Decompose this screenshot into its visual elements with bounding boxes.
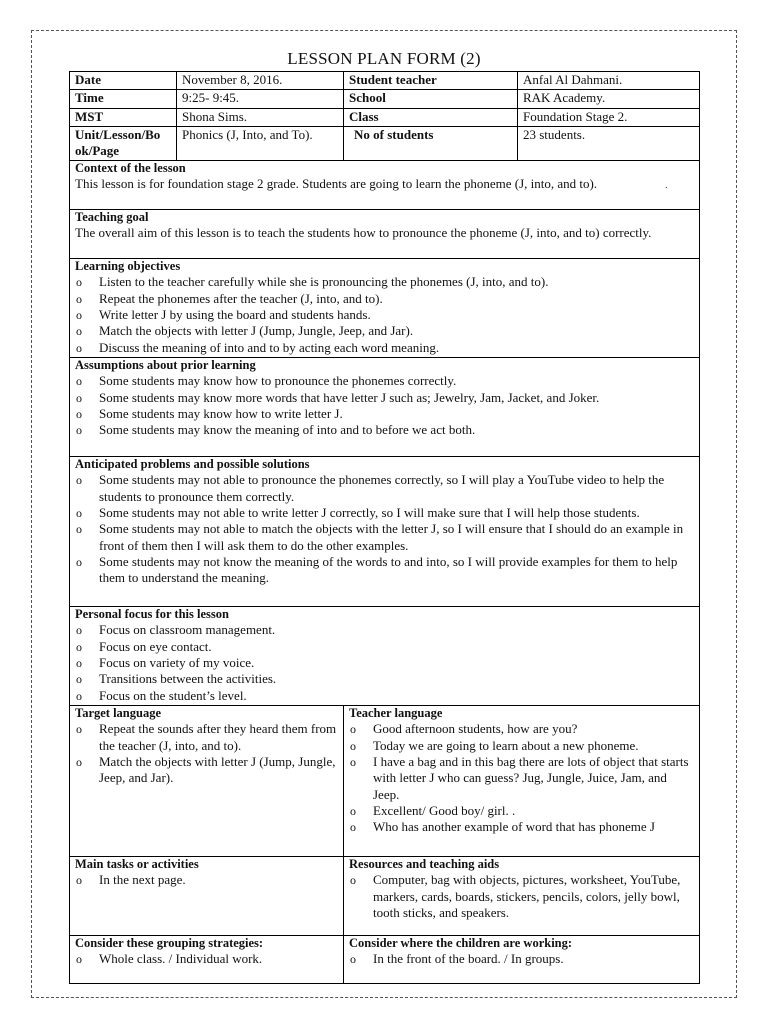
goal-text: The overall aim of this lesson is to teach the students how to pronounce the phoneme (J, into, and to) correctly.	[75, 225, 652, 241]
grouping-section	[70, 936, 344, 984]
problems-heading: Anticipated problems and possible solutions	[75, 457, 310, 472]
problems-section	[70, 457, 700, 607]
tasks-heading: Main tasks or activities	[75, 857, 199, 872]
stray-mark: .	[665, 180, 668, 191]
list-item: o Transitions between the activities.	[75, 671, 695, 687]
grouping-heading: Consider these grouping strategies:	[75, 936, 264, 951]
list-item: o Some students may not able to pronounce the phonemes correctly, so I will play a YouTube video to help the students to pronounce them correctly.	[75, 472, 695, 505]
goal-section	[70, 210, 700, 259]
students-label: No of students	[344, 126, 518, 161]
time-value: 9:25- 9:45.	[177, 90, 344, 108]
tasks-section	[70, 857, 344, 936]
list-item: o Focus on the student’s level.	[75, 688, 695, 704]
list-item: o Computer, bag with objects, pictures, worksheet, YouTube, markers, cards, boards, stickers, pencils, colors, jelly bowl, tooth sticks, and speakers.	[349, 872, 695, 921]
school-value: RAK Academy.	[518, 90, 700, 108]
list-item: o Match the objects with letter J (Jump, Jungle, Jeep, and Jar).	[75, 754, 339, 787]
time-label: Time	[70, 90, 177, 108]
resources-section	[344, 857, 700, 936]
assumptions-section	[70, 358, 700, 457]
list-item: o Some students may know how to pronounce the phonemes correctly.	[75, 373, 695, 389]
list-item: o Focus on eye contact.	[75, 639, 695, 655]
list-item: o I have a bag and in this bag there are lots of object that starts with letter J who can guess? Jug, Jungle, Juice, Jam, and Jeep.	[349, 754, 695, 803]
list-item: o Repeat the sounds after they heard them from the teacher (J, into, and to).	[75, 721, 339, 754]
focus-heading: Personal focus for this lesson	[75, 607, 229, 622]
list-item: o Listen to the teacher carefully while she is pronouncing the phonemes (J, into, and to).	[75, 274, 695, 290]
context-section	[70, 161, 700, 210]
list-item: o Some students may not able to write letter J correctly, so I will make sure that I will help those students.	[75, 505, 695, 521]
date-label: Date	[70, 72, 177, 90]
list-item: o Some students may not able to match the objects with the letter J, so I will ensure that I should do an example in front of them then I will ask them to do the other examples.	[75, 521, 695, 554]
students-value: 23 students.	[518, 126, 700, 161]
objectives-heading: Learning objectives	[75, 259, 181, 274]
unit-label: Unit/Lesson/Bo ok/Page	[70, 126, 177, 161]
lesson-plan-table	[69, 71, 700, 984]
resources-heading: Resources and teaching aids	[349, 857, 500, 872]
list-item: o In the front of the board. / In groups.	[349, 951, 695, 967]
target-language-heading: Target language	[75, 706, 161, 721]
list-item: o In the next page.	[75, 872, 339, 888]
list-item: o Some students may know how to write letter J.	[75, 406, 695, 422]
list-item: o Excellent/ Good boy/ girl. .	[349, 803, 695, 819]
list-item: o Focus on variety of my voice.	[75, 655, 695, 671]
target-language-section	[70, 706, 344, 857]
list-item: o Match the objects with letter J (Jump, Jungle, Jeep, and Jar).	[75, 323, 695, 339]
list-item: o Focus on classroom management.	[75, 622, 695, 638]
mst-value: Shona Sims.	[177, 108, 344, 126]
list-item: o Some students may know the meaning of into and to before we act both.	[75, 422, 695, 438]
assumptions-heading: Assumptions about prior learning	[75, 358, 256, 373]
school-label: School	[344, 90, 518, 108]
student-teacher-label: Student teacher	[344, 72, 518, 90]
focus-section	[70, 607, 700, 706]
list-item: o Some students may know more words that have letter J such as; Jewelry, Jam, Jacket, and Joker.	[75, 390, 695, 406]
teacher-language-section	[344, 706, 700, 857]
goal-heading: Teaching goal	[75, 210, 149, 225]
list-item: o Whole class. / Individual work.	[75, 951, 339, 967]
list-item: o Write letter J by using the board and students hands.	[75, 307, 695, 323]
objectives-section	[70, 259, 700, 358]
list-item: o Who has another example of word that has phoneme J	[349, 819, 695, 835]
working-heading: Consider where the children are working:	[349, 936, 573, 951]
class-value: Foundation Stage 2.	[518, 108, 700, 126]
context-heading: Context of the lesson	[75, 161, 186, 176]
unit-value: Phonics (J, Into, and To).	[177, 126, 344, 161]
list-item: o Today we are going to learn about a new phoneme.	[349, 738, 695, 754]
list-item: o Repeat the phonemes after the teacher (J, into, and to).	[75, 291, 695, 307]
list-item: o Discuss the meaning of into and to by acting each word meaning.	[75, 340, 695, 356]
list-item: o Good afternoon students, how are you?	[349, 721, 695, 737]
mst-label: MST	[70, 108, 177, 126]
context-text: This lesson is for foundation stage 2 grade. Students are going to learn the phoneme (J, into, and to).	[75, 176, 598, 192]
working-section	[344, 936, 700, 984]
class-label: Class	[344, 108, 518, 126]
student-teacher-value: Anfal Al Dahmani.	[518, 72, 700, 90]
teacher-language-heading: Teacher language	[349, 706, 443, 721]
form-title: LESSON PLAN FORM (2)	[287, 49, 481, 68]
date-value: November 8, 2016.	[177, 72, 344, 90]
list-item: o Some students may not know the meaning of the words to and into, so I will provide examples for them to help them to understand the meaning.	[75, 554, 695, 587]
